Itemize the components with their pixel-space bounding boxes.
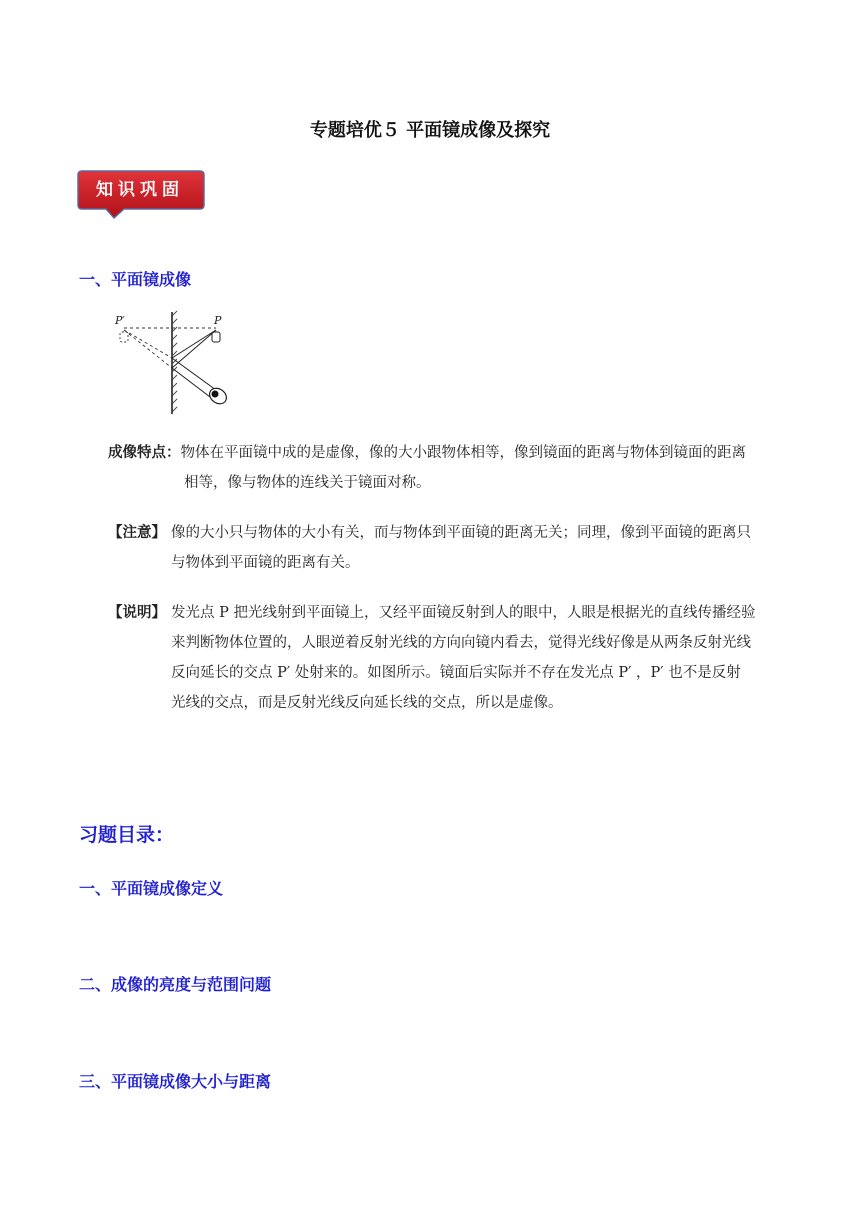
explain-label: 【说明】 xyxy=(108,605,166,621)
features-label: 成像特点： xyxy=(108,445,181,461)
note-label: 【注意】 xyxy=(108,525,166,541)
explain-line-1: 发光点 P 把光线射到平面镜上，又经平面镜反射到人的眼中，人眼是根据光的直线传播经验 xyxy=(171,605,756,621)
note-paragraph xyxy=(108,518,784,578)
mirror-figure xyxy=(112,308,232,418)
note-line-1: 像的大小只与物体的大小有关，而与物体到平面镜的距离无关；同理，像到平面镜的距离只 xyxy=(171,525,751,541)
features-line-2: 相等，像与物体的连线关于镜面对称。 xyxy=(184,475,431,491)
features-line-1: 物体在平面镜中成的是虚像，像的大小跟物体相等，像到镜面的距离与物体到镜面的距离 xyxy=(180,445,746,461)
object-point-label: P xyxy=(214,314,222,327)
explain-paragraph xyxy=(108,598,784,718)
image-point-label: P′ xyxy=(115,314,125,327)
page-title: 专题培优５ 平面镜成像及探究 xyxy=(309,120,551,141)
badge-label: 知识巩固 xyxy=(96,180,184,200)
imaging-features xyxy=(108,438,784,498)
section-badge xyxy=(76,168,206,220)
toc-item-2[interactable]: 二、成像的亮度与范围问题 xyxy=(79,975,272,994)
toc-item-3[interactable]: 三、平面镜成像大小与距离 xyxy=(79,1072,272,1091)
note-line-2: 与物体到平面镜的距离有关。 xyxy=(171,555,360,571)
section-heading: 一、平面镜成像 xyxy=(79,270,192,289)
explain-line-2: 来判断物体位置的，人眼逆着反射光线的方向向镜内看去，觉得光线好像是从两条反射光线 xyxy=(171,635,751,651)
plane-mirror-diagram xyxy=(112,308,232,418)
toc-heading: 习题目录： xyxy=(79,824,175,846)
explain-line-4: 光线的交点，而是反射光线反向延长线的交点，所以是虚像。 xyxy=(171,695,563,711)
explain-line-3: 反向延长的交点 P′ 处射来的。如图所示。镜面后实际并不存在发光点 P′ ，P′ 也不是反射 xyxy=(171,665,741,681)
toc-item-1[interactable]: 一、平面镜成像定义 xyxy=(79,879,224,898)
